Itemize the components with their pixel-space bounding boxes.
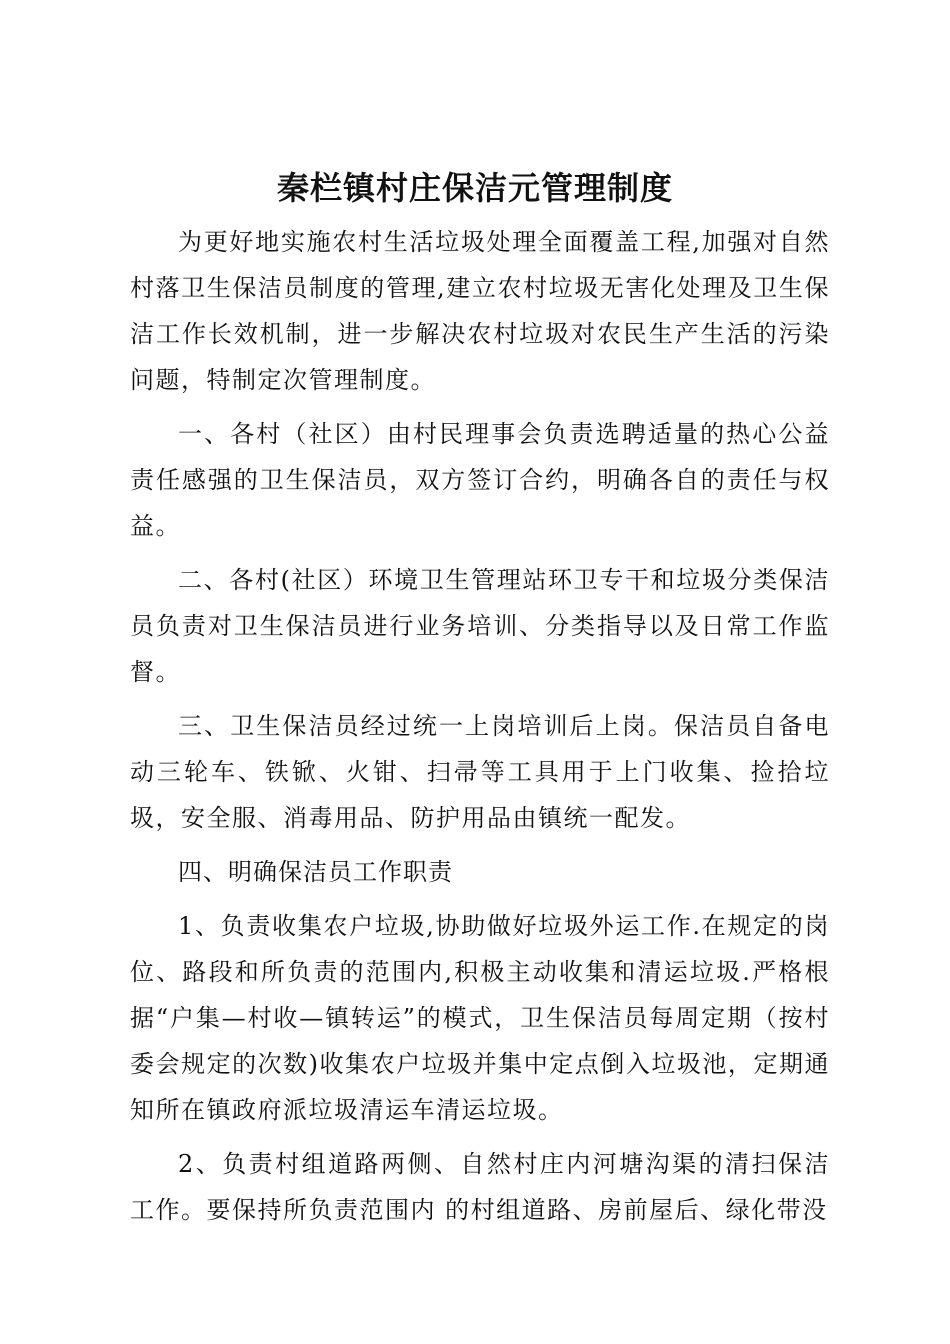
document-title: 秦栏镇村庄保洁元管理制度 [276, 169, 673, 207]
clause-1-paragraph: 一、各村（社区）由村民理事会负责选聘适量的热心公益责任感强的卫生保洁员，双方签订合约，明确各自的责任与权益。 [130, 420, 830, 540]
document-body [130, 219, 830, 1241]
clause-2-paragraph: 二、各村(社区）环境卫生管理站环卫专干和垃圾分类保洁员负责对卫生保洁员进行业务培训、分类指导以及日常工作监督。 [130, 566, 830, 686]
clause-3-paragraph: 三、卫生保洁员经过统一上岗培训后上岗。保洁员自备电动三轮车、铁锨、火钳、扫帚等工具用于上门收集、捡拾垃圾，安全服、消毒用品、防护用品由镇统一配发。 [130, 712, 830, 832]
duty-2-paragraph: 2、负责村组道路两侧、自然村庄内河塘沟渠的清扫保洁工作。要保持所负责范围内 的村组道路、房前屋后、绿化带没 [130, 1150, 830, 1224]
duty-1-paragraph: 1、负责收集农户垃圾,协助做好垃圾外运工作.在规定的岗位、路段和所负责的范围内,积极主动收集和清运垃圾.严格根据“户集—村收—镇转运”的模式，卫生保洁员每周定期（按村委会规定的次数)收集农户垃圾并集中定点倒入垃圾池，定期通知所在镇政府派垃圾清运车清运垃圾。 [130, 912, 830, 1124]
intro-paragraph: 为更好地实施农村生活垃圾处理全面覆盖工程,加强对自然村落卫生保洁员制度的管理,建立农村垃圾无害化处理及卫生保洁工作长效机制，进一步解决农村垃圾对农民生产生活的污染问题，特制定次管理制度。 [130, 228, 830, 394]
clause-4-heading: 四、明确保洁员工作职责 [178, 858, 453, 886]
